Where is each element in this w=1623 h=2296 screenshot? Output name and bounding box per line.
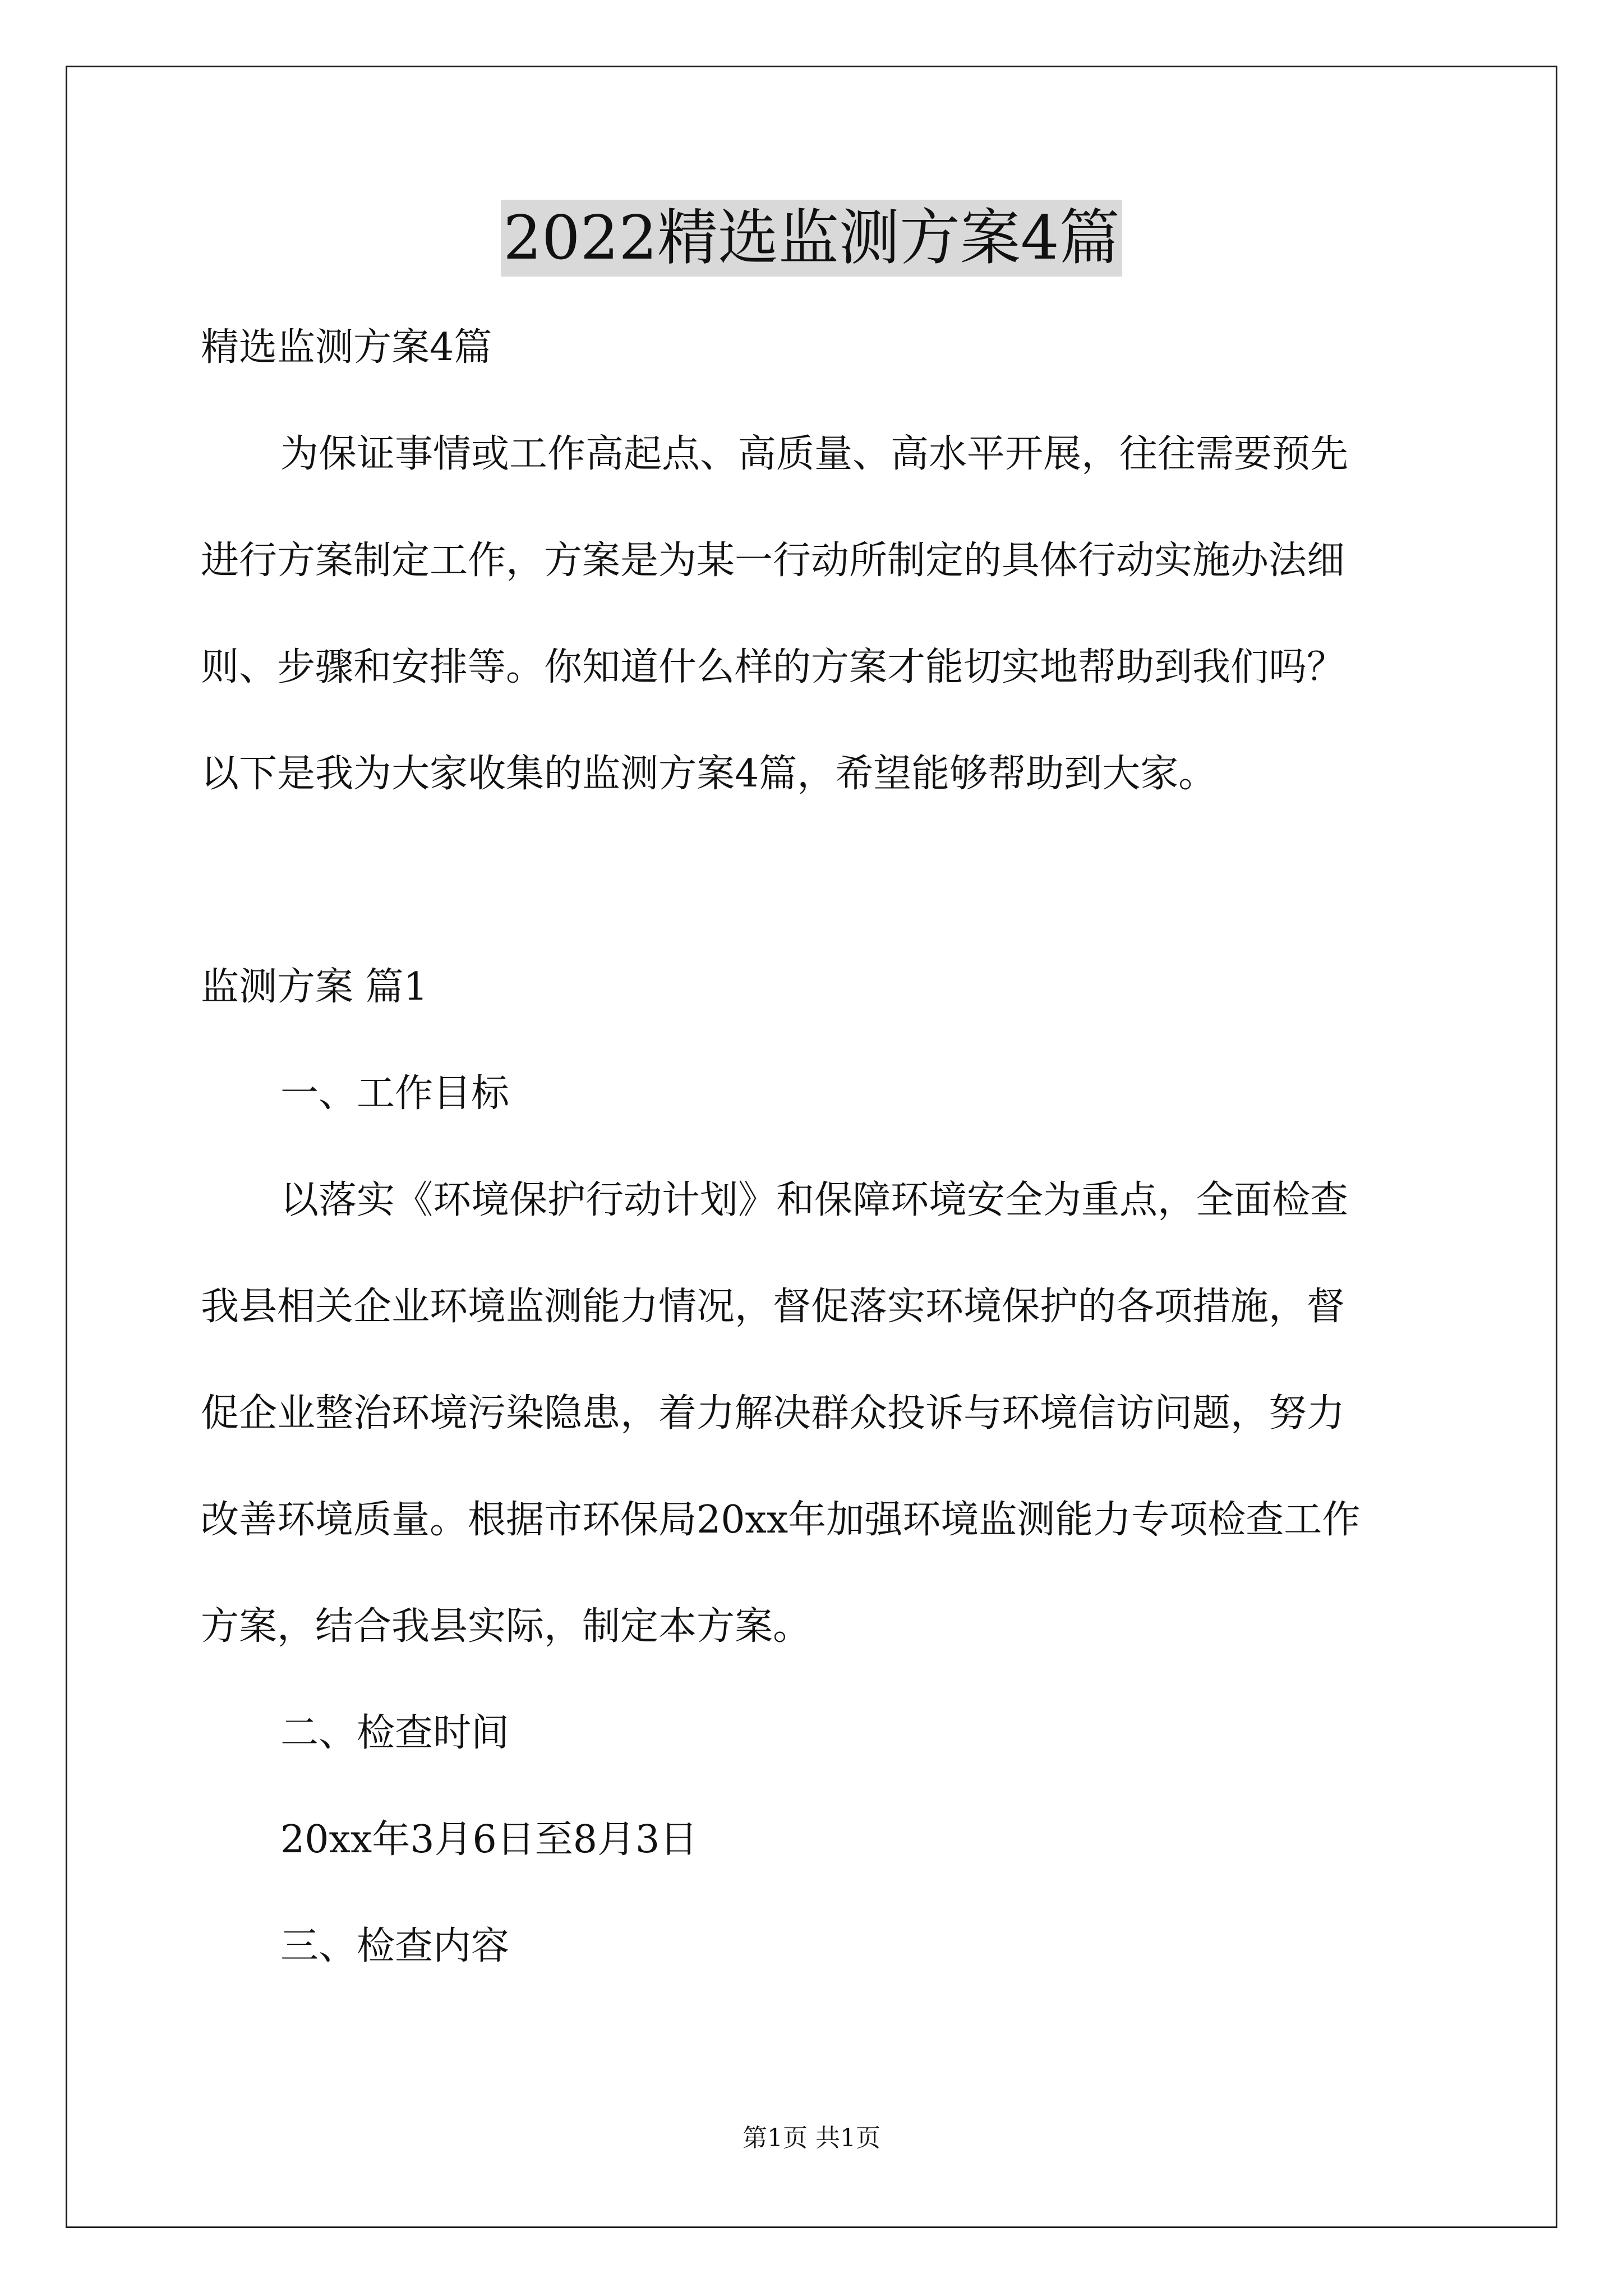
- time-heading: 二、检查时间: [280, 1711, 510, 1755]
- intro-line-2: 进行方案制定工作，方案是为某一行动所制定的具体行动实施办法细: [201, 539, 1345, 583]
- intro-line-3: 则、步骤和安排等。你知道什么样的方案才能切实地帮助到我们吗？: [201, 645, 1345, 689]
- section-heading: 监测方案 篇1: [201, 965, 428, 1009]
- goal-line-5: 方案，结合我县实际，制定本方案。: [201, 1604, 811, 1649]
- goal-heading: 一、工作目标: [280, 1071, 510, 1116]
- content-heading: 三、检查内容: [280, 1924, 510, 1968]
- goal-line-3: 促企业整治环境污染隐患，着力解决群众投诉与环境信访问题，努力: [201, 1391, 1345, 1435]
- document-title: [0, 196, 1623, 280]
- document-title-text: 2022精选监测方案4篇: [501, 200, 1122, 277]
- goal-line-4: 改善环境质量。根据市环保局20xx年加强环境监测能力专项检查工作: [201, 1498, 1361, 1542]
- goal-line-1: 以落实《环境保护行动计划》和保障环境安全为重点，全面检查: [280, 1178, 1349, 1222]
- page-border: [66, 66, 1557, 2228]
- goal-line-2: 我县相关企业环境监测能力情况，督促落实环境保护的各项措施，督: [201, 1285, 1345, 1329]
- intro-line-1: 为保证事情或工作高起点、高质量、高水平开展，往往需要预先: [280, 432, 1349, 476]
- document-subtitle: 精选监测方案4篇: [201, 325, 492, 370]
- time-value: 20xx年3月6日至8月3日: [280, 1818, 698, 1862]
- intro-line-4: 以下是我为大家收集的监测方案4篇，希望能够帮助到大家。: [201, 752, 1217, 796]
- page-footer: 第1页 共1页: [743, 2124, 880, 2152]
